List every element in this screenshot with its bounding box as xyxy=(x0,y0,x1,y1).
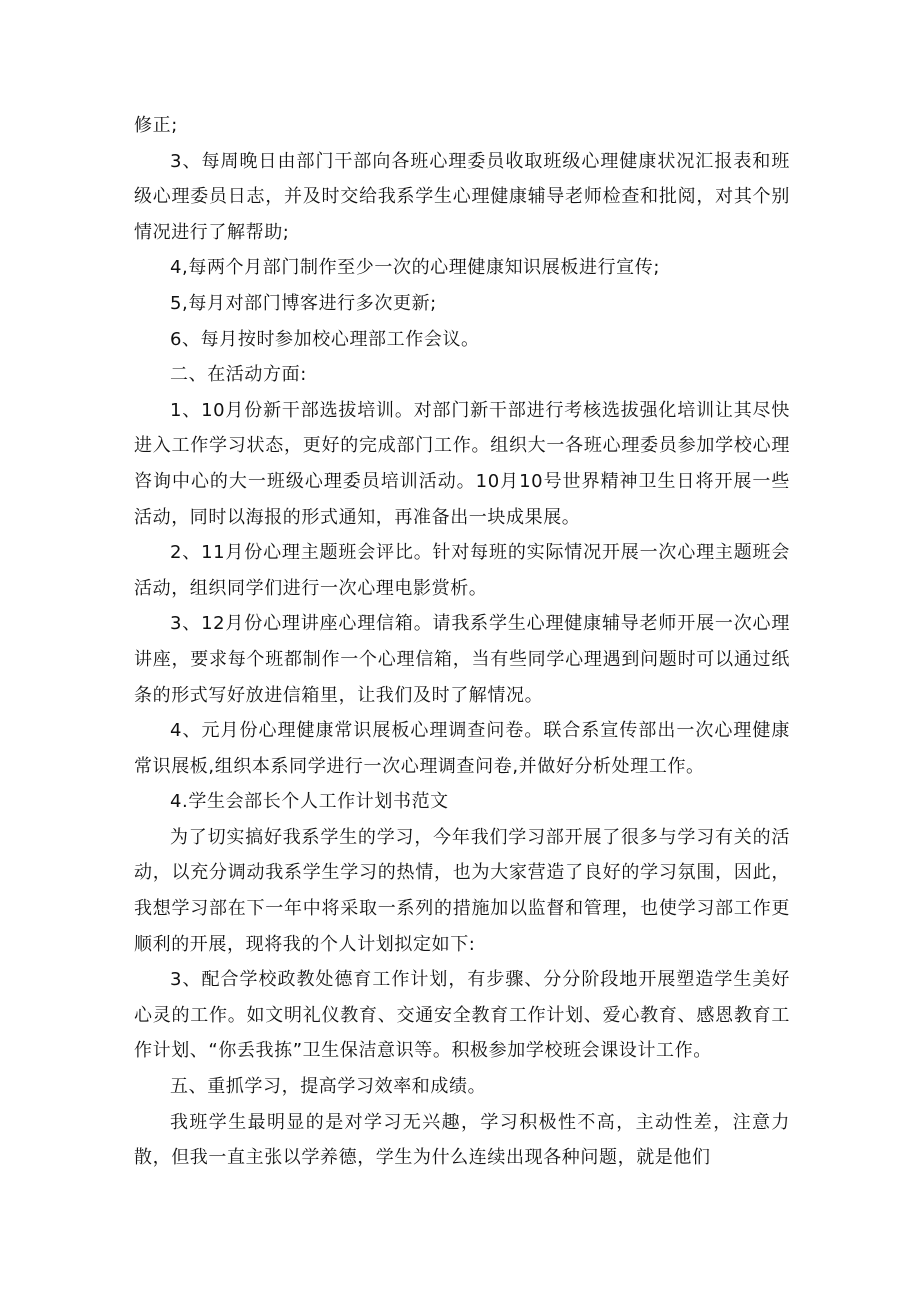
section-heading: 4.学生会部长个人工作计划书范文 xyxy=(170,791,449,813)
paragraph: 修正; xyxy=(134,115,178,136)
paragraph: 4、元月份心理健康常识展板心理调查问卷。联合系宣传部出一次心理健康常识展板,组织本系同学进行一次心理调查问卷,并做好分析处理工作。 xyxy=(134,720,790,777)
document-body xyxy=(134,108,790,1176)
section-heading: 五、重抓学习，提高学习效率和成绩。 xyxy=(170,1076,487,1098)
paragraph: 6、每月按时参加校心理部工作会议。 xyxy=(170,328,480,350)
paragraph: 3、配合学校政教处德育工作计划，有步骤、分分阶段地开展塑造学生美好心灵的工作。如文明礼仪教育、交通安全教育工作计划、爱心教育、感恩教育工作计划、“你丢我拣”卫生保洁意识等。积极参加学校班会课设计工作。 xyxy=(134,969,790,1062)
paragraph: 1、10月份新干部选拔培训。对部门新干部进行考核选拔强化培训让其尽快进入工作学习状态，更好的完成部门工作。组织大一各班心理委员参加学校心理咨询中心的大一班级心理委员培训活动。10月10号世界精神卫生日将开展一些活动，同时以海报的形式通知，再准备出一块成果展。 xyxy=(134,399,790,528)
paragraph: 为了切实搞好我系学生的学习，今年我们学习部开展了很多与学习有关的活动，以充分调动我系学生学习的热情，也为大家营造了良好的学习氛围，因此，我想学习部在下一年中将采取一系列的措施加以监督和管理，也使学习部工作更顺利的开展，现将我的个人计划拟定如下: xyxy=(134,826,790,955)
section-heading: 二、在活动方面: xyxy=(170,364,307,386)
paragraph: 我班学生最明显的是对学习无兴趣，学习积极性不高，主动性差，注意力散，但我一直主张以学养德，学生为什么连续出现各种问题，就是他们 xyxy=(134,1111,790,1169)
paragraph: 3、每周晚日由部门干部向各班心理委员收取班级心理健康状况汇报表和班级心理委员日志，并及时交给我系学生心理健康辅导老师检查和批阅，对其个别情况进行了解帮助; xyxy=(134,150,790,243)
paragraph: 5,每月对部门博客进行多次更新; xyxy=(170,292,437,314)
paragraph: 4,每两个月部门制作至少一次的心理健康知识展板进行宣传; xyxy=(170,257,661,279)
paragraph: 2、11月份心理主题班会评比。针对每班的实际情况开展一次心理主题班会活动，组织同学们进行一次心理电影赏析。 xyxy=(134,542,790,599)
paragraph: 3、12月份心理讲座心理信箱。请我系学生心理健康辅导老师开展一次心理讲座，要求每个班都制作一个心理信箱，当有些同学心理遇到问题时可以通过纸条的形式写好放进信箱里，让我们及时了解情况。 xyxy=(134,613,790,706)
